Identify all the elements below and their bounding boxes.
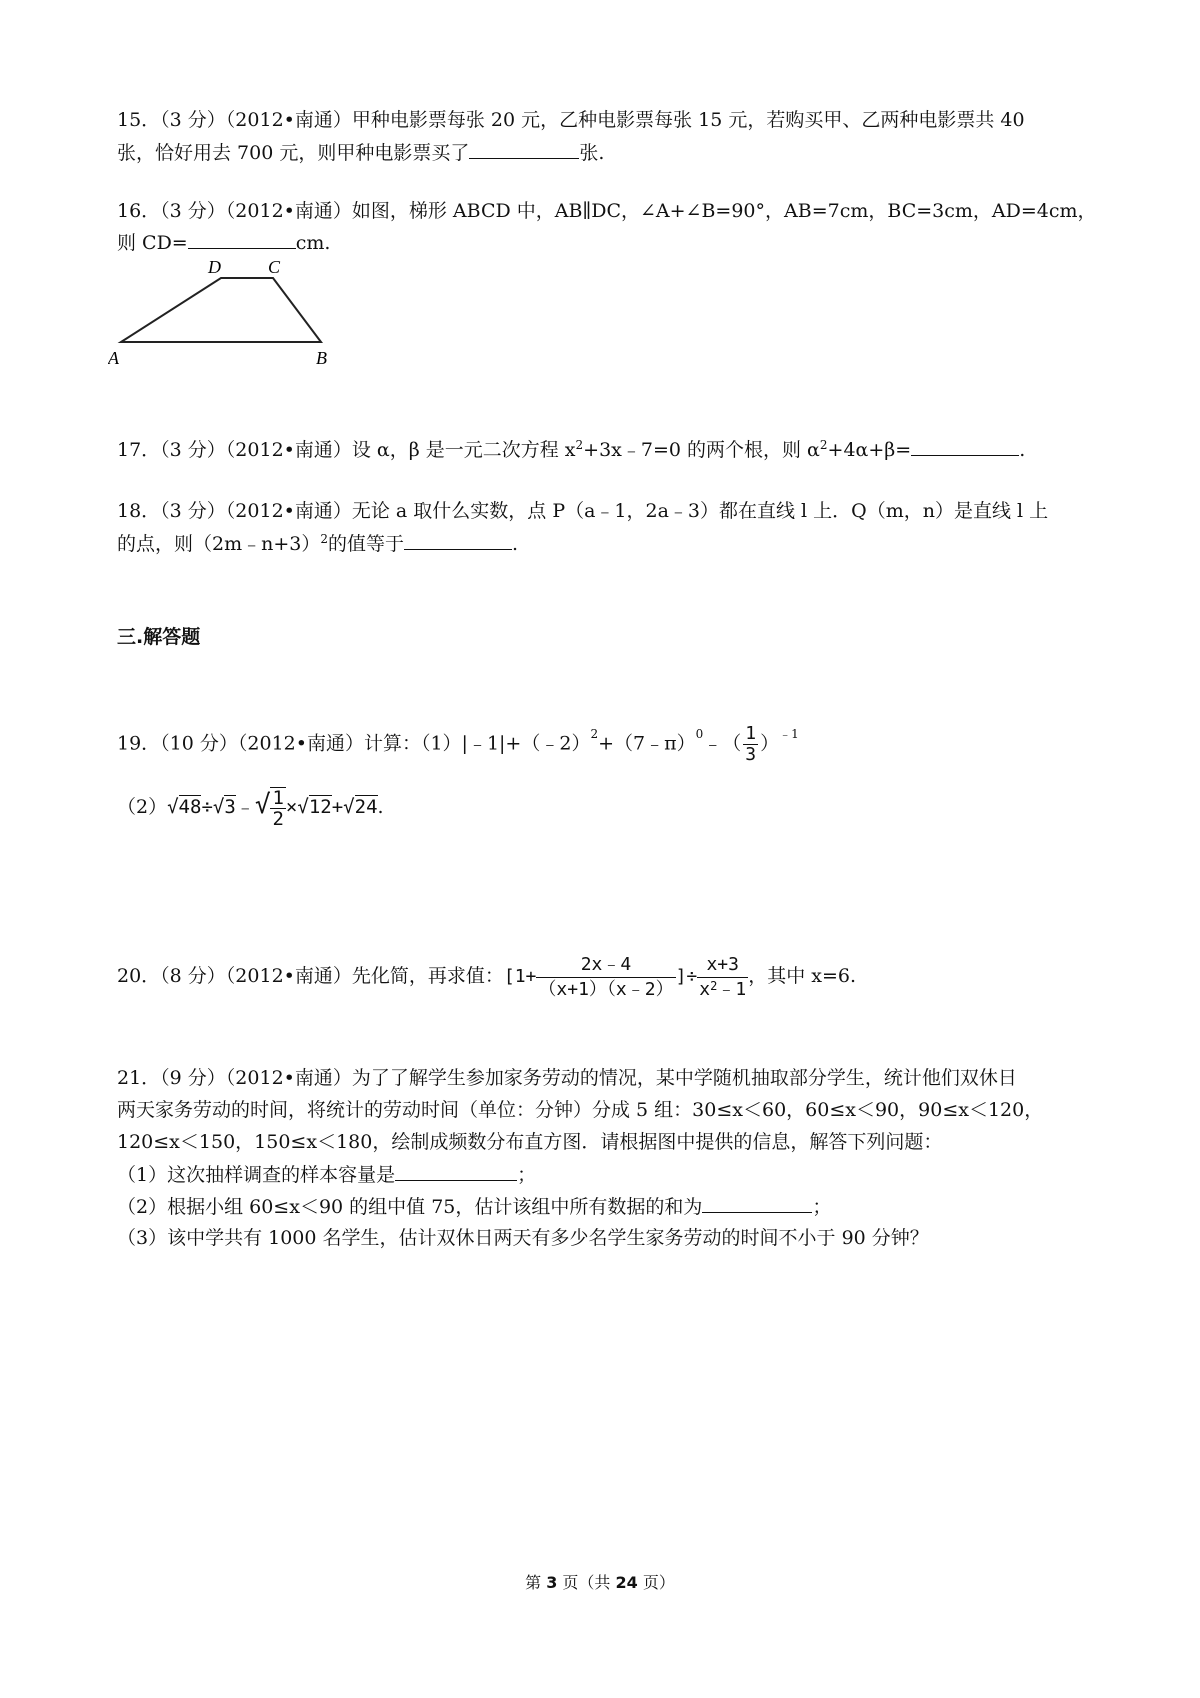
q19-sup-d: ﹣1 [779, 727, 799, 741]
footer-mid: 页（共 [557, 1573, 616, 1592]
q15-line1: 15．（3 分）（2012•南通）甲种电影票每张 20 元，乙种电影票每张 15 元，若购买甲、乙两种电影票共 40 [117, 109, 1025, 131]
trapezoid-figure [108, 255, 358, 385]
label-d: D [208, 257, 221, 277]
q18-line2-text: 的点，则（2m﹣n+3） [117, 533, 321, 555]
footer-pre: 第 [525, 1573, 547, 1592]
footer-page: 3 [546, 1573, 558, 1592]
q17-sup2: 2 [819, 438, 828, 452]
trapezoid-abcd [121, 278, 321, 342]
q17-sup1: 2 [575, 438, 584, 452]
q15-line2-end: 张. [579, 142, 605, 164]
q19-line2 [117, 785, 384, 829]
q19-rad4: 12 [308, 796, 332, 818]
q16-answer-blank [188, 228, 296, 249]
q20-den2-a: x [699, 978, 711, 1000]
q20-den2-sup: 2 [710, 978, 718, 993]
q17-line [117, 435, 1025, 464]
q19-rad3-num: 1 [272, 786, 284, 809]
q19-end: . [377, 796, 384, 818]
q15-answer-blank [469, 138, 579, 159]
q20-frac2 [697, 953, 748, 1002]
q16-line2-text: 则 CD= [117, 232, 188, 254]
q15-line2-text: 张，恰好用去 700 元，则甲种电影票买了 [117, 142, 470, 164]
label-a: A [108, 348, 119, 368]
q20-num2: x+3 [697, 953, 748, 978]
q20-expr [503, 953, 748, 1000]
q18-sup: 2 [320, 532, 328, 546]
q20-text-end: ，其中 x=6. [748, 965, 856, 987]
label-c: C [268, 257, 281, 277]
q19-expr [167, 786, 378, 830]
q21-sub3: （3）该中学共有 1000 名学生，估计双休日两天有多少名学生家务劳动的时间不小于 90 分钟？ [117, 1227, 929, 1249]
sqrt-icon: √ [254, 790, 271, 820]
q19-fraction [743, 724, 758, 765]
sqrt-icon: √ [297, 796, 309, 818]
q20-text: 20．（8 分）（2012•南通）先化简，再求值： [117, 965, 504, 987]
q21-sub1 [117, 1160, 536, 1189]
q19-text-a: 19．（10 分）（2012•南通）计算：（1）|﹣1|+（﹣2） [117, 732, 591, 755]
q16-line1: 16．（3 分）（2012•南通）如图，梯形 ABCD 中，AB∥DC，∠A+∠B=90°，AB=7cm，BC=3cm，AD=4cm， [117, 200, 1097, 222]
q17-text-end: . [1019, 439, 1026, 461]
q19-plus: + [331, 796, 344, 818]
q19-frac-num: 1 [745, 723, 757, 744]
footer-total: 24 [615, 1573, 638, 1592]
q19-rad5: 24 [354, 796, 378, 818]
q16-line2-end: cm. [295, 232, 331, 254]
q19-minus: ﹣ [235, 796, 255, 818]
q17-answer-blank [911, 435, 1019, 456]
q18-line1: 18．（3 分）（2012•南通）无论 a 取什么实数，点 P（a﹣1，2a﹣3）都在直线 l 上．Q（m，n）是直线 l 上 [117, 500, 1049, 522]
page-footer [0, 1570, 1200, 1593]
q20-lbr: [1+ [503, 966, 537, 987]
q19-div: ÷ [201, 796, 213, 818]
q21-sub2-blank [702, 1192, 812, 1213]
q21-line1: 21．（9 分）（2012•南通）为了了解学生参加家务劳动的情况，某中学随机抽取部分学生，统计他们双休日 [117, 1067, 1017, 1089]
q21-sub2-end: ； [812, 1196, 832, 1218]
q20-den1: （x+1）（x﹣2） [538, 978, 674, 1000]
q16-line2 [117, 228, 330, 257]
q21-sub2 [117, 1192, 831, 1221]
q19-rad3-den: 2 [272, 807, 284, 830]
q18-answer-blank [404, 529, 512, 550]
q17-text-b: +3x﹣7=0 的两个根，则 α [583, 439, 820, 461]
q21-sub1-end: ； [517, 1164, 537, 1186]
q21-sub1-text: （1）这次抽样调查的样本容量是 [117, 1164, 396, 1186]
q19-sup-a: 2 [590, 727, 599, 741]
sqrt-icon: √ [167, 796, 179, 818]
sqrt-icon: √ [212, 796, 225, 818]
q18-line2-mid: 的值等于 [328, 533, 405, 555]
q20-den2-b: ﹣1 [717, 978, 747, 1000]
q20-num1: 2x﹣4 [536, 953, 675, 978]
q19-text-c: ﹣（ [703, 732, 742, 755]
q18-line2 [117, 529, 518, 558]
label-b: B [316, 348, 327, 368]
q19-text-b: +（7﹣π） [598, 732, 696, 755]
q20-frac1 [536, 953, 675, 1002]
sqrt-icon: √ [343, 796, 355, 818]
q17-text-a: 17．（3 分）（2012•南通）设 α，β 是一元二次方程 x [117, 439, 576, 461]
q21-sub2-text: （2）根据小组 60≤x＜90 的组中值 75，估计该组中所有数据的和为 [117, 1196, 703, 1218]
q19-rad1: 48 [178, 796, 202, 818]
q15-line2 [117, 138, 604, 167]
q20-rbr: ]÷ [675, 966, 698, 987]
q21-line2: 两天家务劳动的时间，将统计的劳动时间（单位：分钟）分成 5 组：30≤x＜60，60≤x＜90，90≤x＜120， [117, 1099, 1044, 1121]
q19-part2-label: （2） [117, 796, 168, 818]
q17-text-c: +4α+β= [827, 439, 912, 461]
q19-line1 [117, 724, 799, 765]
section-heading: 三.解答题 [117, 626, 201, 648]
q20-line [117, 948, 856, 1005]
q20-den2 [697, 978, 748, 1002]
q19-rad3-frac [270, 787, 285, 829]
q19-frac-den: 3 [745, 744, 757, 765]
q19-times: × [285, 796, 298, 818]
q18-line2-end: . [512, 533, 519, 555]
q19-sup-b: 0 [695, 727, 704, 741]
q21-line3: 120≤x＜150，150≤x＜180，绘制成频数分布直方图．请根据图中提供的信息，解答下列问题： [117, 1131, 943, 1153]
footer-post: 页） [637, 1573, 675, 1592]
q19-text-d: ） [760, 732, 780, 755]
q19-rad2: 3 [224, 796, 236, 818]
q21-sub1-blank [395, 1160, 517, 1181]
